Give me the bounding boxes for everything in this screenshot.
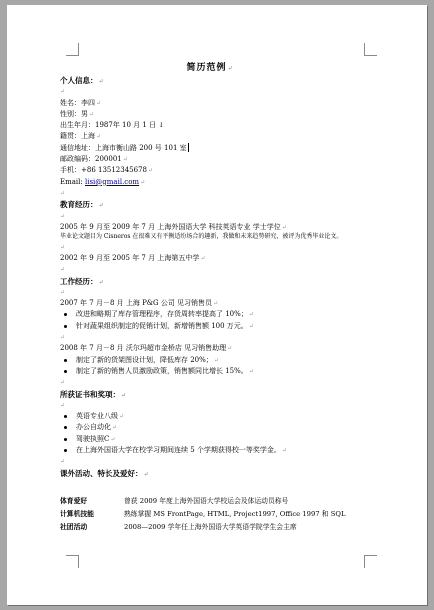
name-line: 姓名：李四↵ (60, 98, 102, 107)
gender-line: 性别：男↵ (60, 109, 95, 118)
birth-line: 出生年月：1987年 10 月 1 日 ↓ (60, 121, 165, 130)
email-line: Email: lisi@gmail.com↵ (60, 177, 146, 186)
job-2-title: 2008 年 7 月－8 月 沃尔玛超市金桥店 见习销售助理↵ (60, 344, 233, 353)
certificate-item: 在上海外国语大学在校学习期间连续 5 个学期获得校一等奖学金。↵ (60, 445, 360, 456)
education-entry-1: 2005 年 9 月至 2009 年 7 月 上海外国语大学 科技英语专业 学士学位↵ (60, 222, 287, 231)
job-2-item: 制定了新的销售人员激励政策，销售额同比增长 15%。↵ (60, 366, 360, 377)
postcode-line: 邮政编码：200001↵ (60, 155, 128, 164)
paragraph-mark: ↵ (60, 401, 66, 409)
paragraph-mark: ↵ (60, 212, 66, 220)
education-entry-1-note: 毕业论文题目为 Cisneros 在很难又有平衡适纷场合的趣新，我做和未来趋势研究，被评为优秀毕业论文。 (60, 233, 343, 241)
activities-row-value: 曾获 2009 年度上海外国语大学校运会及体运动员称号 (124, 497, 289, 505)
paragraph-mark: ↵ (60, 334, 66, 342)
native-place-line: 籍贯：上海↵ (60, 132, 102, 141)
activities-row (60, 495, 360, 508)
activities-row (60, 508, 360, 521)
paragraph-mark: ↵ (60, 288, 66, 296)
education-heading: 教育经历：↵ (60, 200, 104, 210)
address-line: 通信地址：上海市衡山路 200 号 101 室 (60, 143, 187, 152)
activities-row-label: 社团活动 (60, 523, 88, 531)
activities-row-label: 体育爱好 (60, 497, 88, 505)
crop-mark-top-right (364, 43, 377, 56)
paragraph-mark: ↵ (60, 243, 66, 251)
crop-mark-bottom-right (364, 555, 377, 568)
text-cursor (188, 143, 189, 152)
activities-row (60, 521, 360, 534)
personal-info-heading: 个人信息：↵ (60, 76, 104, 85)
resume-body[interactable] (60, 62, 360, 479)
resume-title: 简历范例↵ (186, 63, 234, 73)
email-link[interactable]: lisi@gmail.com (84, 177, 140, 186)
job-1-title: 2007 年 7 月－8 月 上海 P&G 公司 见习销售员↵ (60, 299, 219, 308)
certificate-item: 办公自动化↵ (60, 422, 360, 433)
activities-table[interactable] (60, 495, 360, 534)
job-2-item: 制定了新的货架图设计划，降低库存 20%；↵ (60, 355, 360, 366)
mobile-line: 手机：+86 13512345678↵ (60, 166, 154, 175)
crop-mark-bottom-left (66, 555, 79, 568)
job-1-item: 改进和略期了库存管理程序，存货周转率提高了 10%；↵ (60, 309, 360, 320)
paragraph-mark: ↵ (60, 379, 66, 387)
paragraph-mark: ↵ (60, 88, 66, 96)
activities-row-value: 2008—2009 学年任上海外国语大学英语学院学生会主席 (124, 523, 297, 531)
certificates-heading: 所获证书和奖项：↵ (60, 389, 127, 399)
paragraph-mark: ↵ (60, 458, 66, 466)
paragraph-mark: ↵ (60, 189, 66, 197)
paragraph-mark: ↵ (60, 266, 66, 274)
work-heading: 工作经历：↵ (60, 276, 104, 286)
crop-mark-top-left (66, 43, 79, 56)
certificate-item: 英语专业八级↵ (60, 411, 360, 422)
job-1-item: 针对蔬果组织制定的促销计划，新增销售额 100 万元。↵ (60, 321, 360, 332)
education-entry-2: 2002 年 9 月至 2005 年 7 月 上海第五中学↵ (60, 253, 206, 262)
activities-row-value: 熟练掌握 MS FrontPage, HTML, Project1997, Office 1997 和 SQL (124, 510, 346, 518)
birth-suffix: ↓ (158, 121, 165, 130)
activities-heading: 课外活动、特长及爱好：↵ (60, 468, 149, 478)
certificate-item: 驾驶执照C↵ (60, 434, 360, 445)
activities-row-label: 计算机技能 (60, 510, 94, 518)
